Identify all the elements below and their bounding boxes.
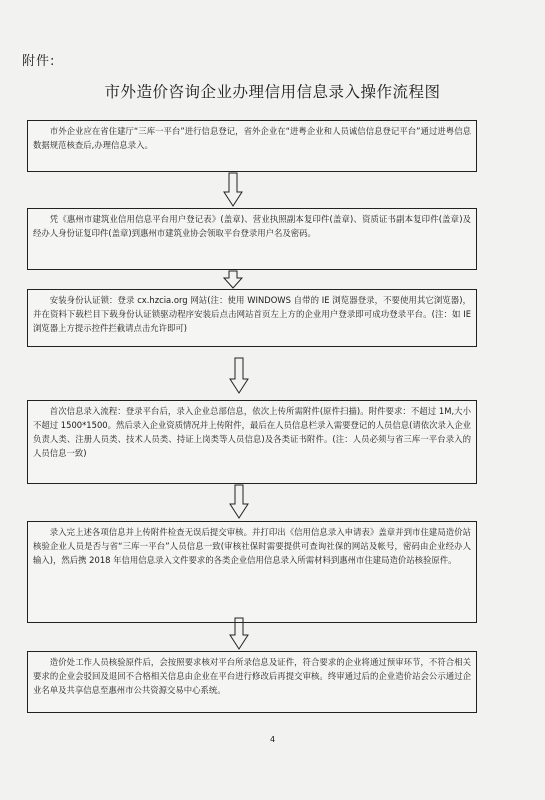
page-number: 4	[269, 735, 276, 744]
attachment-label: 附件:	[22, 54, 56, 69]
down-arrow-icon	[223, 172, 243, 208]
flow-step-3	[27, 289, 477, 347]
flow-step-6-text: 造价处工作人员核验原件后，会按照要求核对平台所录信息及证件，符合要求的企业将通过预审环节，不符合相关要求的企业会驳回及退回不合格相关信息由企业在平台进行修改后再提交审核。终审通过后的企业造价站会公示通过企业名单及共享信息至惠州市公共资源交易中心系统。	[33, 657, 471, 695]
down-arrow-icon	[223, 270, 243, 289]
flow-step-4-text: 首次信息录入流程：登录平台后，录入企业总部信息，依次上传所需附件(原件扫描)。附件要求：不超过 1M,大小不超过 1500*1500。然后录入企业资质情况并上传附件，最后在人员信息栏录入需要登记的人员信息(请依次录入企业负责人类、注册人员类、技术人员类、持证上岗类等人员信息)及各类证书附件。(注：人员必须与省三库一平台录入的人员信息一致)	[33, 406, 471, 458]
flow-step-5-text: 录入完上述各项信息并上传附件检查无误后提交审核。并打印出《信用信息录入申请表》盖章并到市住建局造价站核验企业人员是否与省“三库一平台”人员信息一致(审核社保时需要提供可查询社保的网站及帐号，密码由企业经办人输入)，然后携 2018 年信用信息录入文件要求的各类企业信用信息录入所需材料到惠州市住建局造价站核验原件。	[33, 527, 471, 565]
flow-step-6	[27, 651, 477, 713]
down-arrow-icon	[229, 617, 249, 651]
flow-step-1	[27, 120, 477, 172]
flow-step-3-text: 安装身份认证锁：登录 cx.hzcia.org 网站(注：使用 WINDOWS 自带的 IE 浏览器登录，不要使用其它浏览器)，并在资料下载栏目下载身份认证锁驱动程序安装后点击网站首页左上方的企业用户登录即可成功登录平台。(注：如 IE 浏览器上方提示控件拦截请点击允许即可)	[33, 295, 471, 333]
flow-step-5	[27, 521, 477, 623]
flow-step-2-text: 凭《惠州市建筑业信用信息平台用户登记表》(盖章)、营业执照副本复印件(盖章)、资质证书副本复印件(盖章)及经办人身份证复印件(盖章)到惠州市建筑业协会领取平台登录用户名及密码。	[33, 214, 471, 238]
flow-step-4	[27, 400, 477, 484]
down-arrow-icon	[229, 357, 249, 395]
down-arrow-icon	[229, 484, 249, 520]
flow-step-2	[27, 208, 477, 270]
page-title: 市外造价咨询企业办理信用信息录入操作流程图	[104, 83, 441, 101]
flow-step-1-text: 市外企业应在省住建厅“三库一平台”进行信息登记，省外企业在“进粤企业和人员诚信信息登记平台”通过进粤信息数据规范核查后,办理信息录入。	[33, 126, 471, 150]
